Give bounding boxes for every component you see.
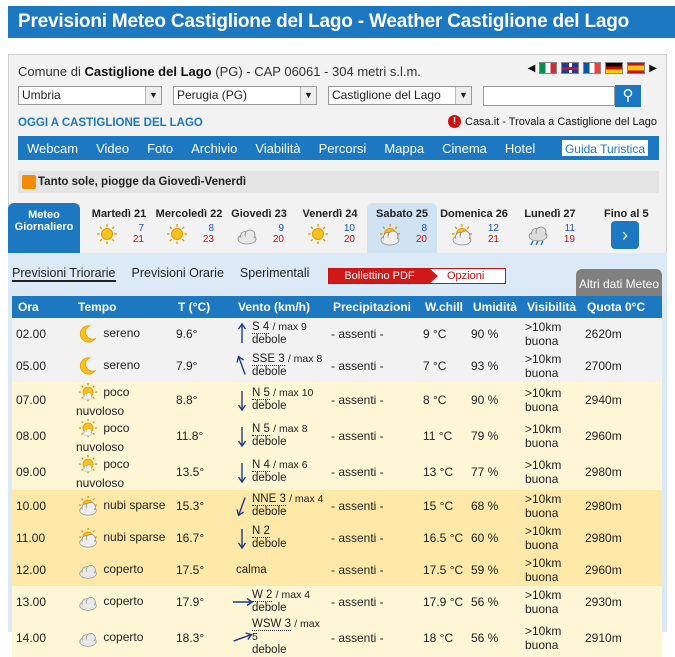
- opzioni-link[interactable]: Opzioni: [447, 270, 485, 282]
- day-tab[interactable]: [224, 203, 294, 253]
- next-days-button[interactable]: [611, 221, 639, 249]
- wind-arrow-icon: [236, 460, 248, 484]
- news-banner[interactable]: [18, 171, 659, 193]
- wind-arrow-icon: [236, 354, 248, 378]
- cell-ora: 12.00: [12, 554, 72, 586]
- weather-label: coperto: [103, 594, 144, 609]
- day-min-temp: 7: [138, 223, 144, 234]
- page-title: Previsioni Meteo Castiglione del Lago - Weather Castiglione del Lago: [8, 6, 675, 38]
- news-icon: [22, 175, 36, 189]
- wind-max: / max 4: [275, 589, 311, 601]
- cell-quota: 2960m: [581, 418, 662, 454]
- cell-ora: 11.00: [12, 522, 72, 554]
- news-text: Tanto sole, piogge da Giovedì-Venerdì: [38, 176, 247, 188]
- bollettino-pdf-button[interactable]: [328, 268, 506, 284]
- nav-item-hotel[interactable]: Hotel: [504, 140, 536, 156]
- day-max-temp: 19: [563, 234, 575, 245]
- col-prec: Precipitazioni: [327, 296, 419, 318]
- sun-icon: [305, 223, 331, 247]
- cell-tempo: [72, 554, 172, 586]
- vis-value: >10km: [525, 556, 562, 570]
- day-tab[interactable]: [515, 203, 585, 253]
- cell-vento: [232, 454, 327, 490]
- cell-tempo: [72, 618, 172, 657]
- cell-umid: 93 %: [467, 350, 521, 382]
- vis-quality: buona: [525, 334, 559, 348]
- day-tab[interactable]: [295, 203, 365, 253]
- cell-umid: 68 %: [467, 490, 521, 522]
- day-name: Martedì 21: [91, 208, 147, 220]
- forecast-tabs: [12, 266, 309, 282]
- wind-arrow-icon: [236, 388, 248, 412]
- cell-tempo: [72, 522, 172, 554]
- cell-wchill: 11 °C: [419, 418, 467, 454]
- cell-prec: - assenti -: [327, 586, 419, 618]
- cell-t: 15.3°: [172, 490, 232, 522]
- table-row: [12, 350, 662, 382]
- cell-tempo: [72, 490, 172, 522]
- cell-wchill: 7 °C: [419, 350, 467, 382]
- day-min-temp: 9: [278, 223, 284, 234]
- location-line: [18, 64, 421, 79]
- day-max-temp: 21: [487, 234, 499, 245]
- day-max-temp: 20: [415, 234, 427, 245]
- region-select-value: Umbria: [22, 88, 61, 102]
- cell-tempo: [72, 382, 172, 418]
- province-select[interactable]: [173, 86, 317, 105]
- wind-value: NNE 3: [252, 493, 286, 505]
- cell-t: 13.5°: [172, 454, 232, 490]
- wind-value: calma: [236, 563, 267, 576]
- cell-t: 17.5°: [172, 554, 232, 586]
- vis-quality: buona: [525, 366, 559, 380]
- cell-prec: - assenti -: [327, 554, 419, 586]
- day-selector: [8, 203, 667, 253]
- cell-prec: - assenti -: [327, 318, 419, 350]
- cell-wchill: 15 °C: [419, 490, 467, 522]
- cell-ora: 09.00: [12, 454, 72, 490]
- day-tab[interactable]: [154, 203, 224, 253]
- wind-arrow-icon: [236, 590, 248, 614]
- nav-item-mappa[interactable]: Mappa: [384, 140, 425, 156]
- sun-icon: [164, 223, 190, 247]
- wind-strength: debole: [252, 334, 287, 346]
- cell-wchill: 17.9 °C: [419, 586, 467, 618]
- cell-wchill: 16.5 °C: [419, 522, 467, 554]
- cell-prec: - assenti -: [327, 350, 419, 382]
- cell-umid: 77 %: [467, 454, 521, 490]
- cell-t: 8.8°: [172, 382, 232, 418]
- tab-orarie[interactable]: Previsioni Orarie: [131, 266, 224, 280]
- cell-quota: 2980m: [581, 454, 662, 490]
- day-max-temp: 20: [343, 234, 355, 245]
- cell-tempo: [72, 418, 172, 454]
- vis-value: >10km: [525, 588, 562, 602]
- wind-value: N 5: [252, 387, 270, 399]
- tab-triorarie[interactable]: Previsioni Triorarie: [12, 266, 116, 280]
- cell-ora: 14.00: [12, 618, 72, 657]
- cell-wchill: 13 °C: [419, 454, 467, 490]
- fino-label: Fino al 5: [604, 208, 649, 220]
- location-name: Castiglione del Lago: [84, 64, 212, 79]
- cell-vento: [232, 490, 327, 522]
- day-name: Domenica 26: [440, 208, 508, 220]
- cell-ora: 07.00: [12, 382, 72, 418]
- wind-strength: debole: [252, 602, 287, 614]
- weather-label: poco nuvoloso: [76, 457, 130, 490]
- wind-strength: debole: [252, 644, 287, 656]
- cell-wchill: 8 °C: [419, 382, 467, 418]
- wind-value: W 2: [252, 589, 273, 601]
- chevron-down-icon: ▼: [145, 87, 161, 104]
- weather-label: poco nuvoloso: [76, 385, 130, 418]
- day-name: Giovedì 23: [231, 208, 287, 220]
- forecast-table: [12, 296, 662, 657]
- flag-de-icon[interactable]: [605, 62, 623, 74]
- wind-arrow-icon: [236, 526, 248, 550]
- vis-value: >10km: [525, 623, 562, 638]
- cell-ora: 08.00: [12, 418, 72, 454]
- cell-quota: 2930m: [581, 586, 662, 618]
- cell-prec: - assenti -: [327, 618, 419, 657]
- wind-value: WSW 3: [252, 618, 291, 630]
- search-button[interactable]: [615, 85, 641, 107]
- col-ora: Ora: [12, 296, 72, 318]
- language-flags: [528, 62, 657, 74]
- wind-strength: debole: [252, 506, 287, 518]
- nav-item-video[interactable]: Video: [96, 140, 130, 156]
- cell-umid: 90 %: [467, 318, 521, 350]
- vis-value: >10km: [525, 422, 562, 436]
- partly-cloudy-icon: [76, 495, 100, 517]
- wind-arrow-icon: [236, 322, 248, 346]
- wind-value: N 4: [252, 459, 270, 471]
- cell-ora: 05.00: [12, 350, 72, 382]
- weather-label: sereno: [103, 326, 141, 341]
- cell-vis: [521, 618, 581, 657]
- cell-prec: - assenti -: [327, 522, 419, 554]
- province-select-value: Perugia (PG): [177, 88, 248, 102]
- vis-value: >10km: [525, 386, 562, 400]
- wind-strength: debole: [252, 538, 287, 550]
- nav-item-webcam[interactable]: Webcam: [27, 140, 79, 156]
- vis-quality: buona: [525, 570, 559, 584]
- sun-cloud-icon: [76, 382, 100, 404]
- col-vis: Visibilità: [521, 296, 581, 318]
- sun-cloud-icon: [76, 418, 100, 440]
- wind-max: / max 10: [273, 387, 314, 399]
- flag-es-icon[interactable]: [627, 62, 645, 74]
- rain-icon: [525, 223, 551, 247]
- search-icon: ⚲: [622, 87, 634, 104]
- vis-quality: buona: [525, 436, 559, 450]
- wind-max: / max 8: [273, 423, 308, 435]
- cell-vento: [232, 618, 327, 657]
- vis-value: >10km: [525, 320, 562, 334]
- day-name: Lunedì 27: [524, 208, 576, 220]
- col-umid: Umidità: [467, 296, 521, 318]
- vis-value: >10km: [525, 352, 562, 366]
- vis-quality: buona: [525, 506, 559, 520]
- prev-arrow-icon[interactable]: ◀: [527, 62, 536, 74]
- wind-strength: debole: [252, 472, 287, 484]
- wind-strength: debole: [252, 436, 287, 448]
- search-input[interactable]: [483, 86, 615, 106]
- wind-strength: debole: [252, 366, 287, 378]
- vis-quality: buona: [525, 400, 559, 414]
- casa-link[interactable]: [448, 115, 657, 128]
- wind-value: N 5: [252, 423, 270, 435]
- day-min-temp: 10: [343, 223, 355, 234]
- casa-link-label: Casa.it - Trovala a Castiglione del Lago: [465, 115, 657, 128]
- sun-icon: [94, 223, 120, 247]
- cell-umid: 56 %: [467, 618, 521, 657]
- cell-vento: [232, 382, 327, 418]
- cell-quota: 2980m: [581, 522, 662, 554]
- cell-t: 16.7°: [172, 522, 232, 554]
- cell-prec: - assenti -: [327, 490, 419, 522]
- cloud-icon: [76, 627, 100, 649]
- cell-umid: 59 %: [467, 554, 521, 586]
- cell-vento: [232, 418, 327, 454]
- cell-vento: [232, 318, 327, 350]
- cell-umid: 79 %: [467, 418, 521, 454]
- cell-vis: [521, 554, 581, 586]
- cell-vis: [521, 418, 581, 454]
- cell-vento: [232, 350, 327, 382]
- wind-arrow-icon: [236, 494, 248, 518]
- chevron-right-icon: ›: [622, 225, 628, 245]
- cell-quota: 2940m: [581, 382, 662, 418]
- sun-cloud-icon: [76, 454, 100, 476]
- info-icon: !: [448, 115, 461, 128]
- day-min-temp: 8: [208, 223, 214, 234]
- table-row: [12, 382, 662, 418]
- moon-icon: [76, 323, 100, 345]
- cell-prec: - assenti -: [327, 382, 419, 418]
- cell-vento: [232, 554, 327, 586]
- cell-tempo: [72, 350, 172, 382]
- cell-ora: 10.00: [12, 490, 72, 522]
- table-row: [12, 586, 662, 618]
- partly-cloudy-icon: [449, 223, 475, 247]
- cell-quota: 2910m: [581, 618, 662, 657]
- cell-vento: [232, 586, 327, 618]
- today-link[interactable]: OGGI A CASTIGLIONE DEL LAGO: [18, 117, 203, 129]
- day-max-temp: 20: [272, 234, 284, 245]
- weather-label: coperto: [103, 562, 144, 577]
- cell-ora: 02.00: [12, 318, 72, 350]
- day-max-temp: 23: [202, 234, 214, 245]
- location-suffix: (PG) - CAP 06061 - 304 metri s.l.m.: [215, 64, 421, 79]
- comune-select-value: Castiglione del Lago: [332, 88, 441, 102]
- vis-value: >10km: [525, 524, 562, 538]
- chevron-down-icon: ▼: [455, 87, 471, 104]
- col-quota: Quota 0°C: [581, 296, 662, 318]
- wind-arrow-icon: [236, 626, 248, 650]
- cell-quota: 2620m: [581, 318, 662, 350]
- tab-giornaliero[interactable]: Meteo Giornaliero: [8, 203, 80, 253]
- cell-vis: [521, 318, 581, 350]
- cell-tempo: [72, 318, 172, 350]
- cell-wchill: 9 °C: [419, 318, 467, 350]
- cell-umid: 60 %: [467, 522, 521, 554]
- vis-quality: buona: [525, 472, 559, 486]
- nav-item-foto[interactable]: Foto: [147, 140, 174, 156]
- nav-item-viabilita[interactable]: Viabilità: [255, 140, 301, 156]
- day-name: Mercoledì 22: [155, 208, 223, 220]
- nav-item-percorsi[interactable]: Percorsi: [318, 140, 367, 156]
- flag-fr-icon[interactable]: [583, 62, 601, 74]
- cell-vento: [232, 522, 327, 554]
- table-row: [12, 318, 662, 350]
- altri-dati-tab[interactable]: Altri dati Meteo: [576, 269, 662, 296]
- cell-tempo: [72, 586, 172, 618]
- cloud-icon: [234, 223, 260, 247]
- wind-max: / max 5: [252, 618, 320, 643]
- wind-max: / max 4: [289, 493, 324, 505]
- cell-quota: 2980m: [581, 490, 662, 522]
- bollettino-label: Bollettino PDF: [329, 269, 430, 283]
- day-max-temp: 21: [132, 234, 144, 245]
- cell-prec: - assenti -: [327, 418, 419, 454]
- tab-sperimentali[interactable]: Sperimentali: [239, 266, 310, 280]
- day-min-temp: 12: [487, 223, 499, 234]
- wind-strength: debole: [252, 400, 287, 412]
- cell-wchill: 17.5 °C: [419, 554, 467, 586]
- cell-tempo: [72, 454, 172, 490]
- cell-umid: 56 %: [467, 586, 521, 618]
- location-prefix: Comune di: [18, 64, 81, 79]
- col-wchill: W.chill: [419, 296, 467, 318]
- cell-t: 11.8°: [172, 418, 232, 454]
- cell-t: 7.9°: [172, 350, 232, 382]
- day-name: Venerdì 24: [302, 208, 358, 220]
- flag-it-icon[interactable]: [539, 62, 557, 74]
- cell-t: 18.3°: [172, 618, 232, 657]
- day-min-temp: 11: [564, 223, 575, 234]
- partly-cloudy-icon: [377, 223, 403, 247]
- cloud-icon: [76, 591, 100, 613]
- cell-vis: [521, 350, 581, 382]
- col-tempo: Tempo: [72, 296, 172, 318]
- wind-max: / max 8: [287, 353, 323, 365]
- table-row: [12, 554, 662, 586]
- next-arrow-icon[interactable]: ▶: [649, 62, 657, 74]
- wind-value: N 2: [252, 525, 270, 537]
- wind-value: SSE 3: [252, 353, 285, 365]
- partly-cloudy-icon: [76, 527, 100, 549]
- chevron-down-icon: ▼: [300, 87, 316, 104]
- table-row: [12, 618, 662, 657]
- table-row: [12, 454, 662, 490]
- wind-arrow-icon: [236, 424, 248, 448]
- day-tab[interactable]: [84, 203, 154, 253]
- nav-item-cinema[interactable]: Cinema: [442, 140, 487, 156]
- vis-quality: buona: [525, 637, 559, 652]
- cell-t: 17.9°: [172, 586, 232, 618]
- flag-uk-icon[interactable]: [561, 62, 579, 74]
- weather-label: sereno: [103, 358, 141, 373]
- cell-vis: [521, 586, 581, 618]
- table-header: [12, 296, 662, 318]
- weather-label: poco nuvoloso: [76, 421, 130, 454]
- cell-wchill: 18 °C: [419, 618, 467, 657]
- cell-quota: 2700m: [581, 350, 662, 382]
- vis-value: >10km: [525, 458, 562, 472]
- day-name: Sabato 25: [376, 208, 428, 220]
- wind-max: / max 9: [272, 321, 307, 333]
- main-nav: [18, 136, 659, 160]
- day-tab[interactable]: [439, 203, 509, 253]
- guide-button[interactable]: Guida Turistica: [561, 139, 649, 157]
- cell-t: 9.6°: [172, 318, 232, 350]
- vis-quality: buona: [525, 538, 559, 552]
- table-row: [12, 522, 662, 554]
- wind-value: S 4: [252, 321, 270, 333]
- cell-ora: 13.00: [12, 586, 72, 618]
- moon-icon: [76, 355, 100, 377]
- weather-label: nubi sparse: [103, 498, 166, 513]
- vis-quality: buona: [525, 602, 559, 616]
- cell-quota: 2960m: [581, 554, 662, 586]
- cell-vis: [521, 522, 581, 554]
- weather-label: coperto: [103, 629, 144, 644]
- vis-value: >10km: [525, 492, 562, 506]
- cell-vis: [521, 382, 581, 418]
- cell-prec: - assenti -: [327, 454, 419, 490]
- table-row: [12, 490, 662, 522]
- table-row: [12, 418, 662, 454]
- nav-item-archivio[interactable]: Archivio: [191, 140, 238, 156]
- cloud-icon: [76, 559, 100, 581]
- col-t: T (°C): [172, 296, 232, 318]
- wind-max: / max 6: [273, 459, 308, 471]
- comune-select[interactable]: [328, 86, 472, 105]
- region-select[interactable]: [18, 86, 162, 105]
- day-min-temp: 8: [421, 223, 427, 234]
- triangle-right-icon: [430, 269, 438, 283]
- weather-label: nubi sparse: [103, 530, 166, 545]
- cell-vis: [521, 490, 581, 522]
- day-tab[interactable]: [367, 203, 437, 253]
- col-vento: Vento (km/h): [232, 296, 327, 318]
- cell-vis: [521, 454, 581, 490]
- cell-umid: 90 %: [467, 382, 521, 418]
